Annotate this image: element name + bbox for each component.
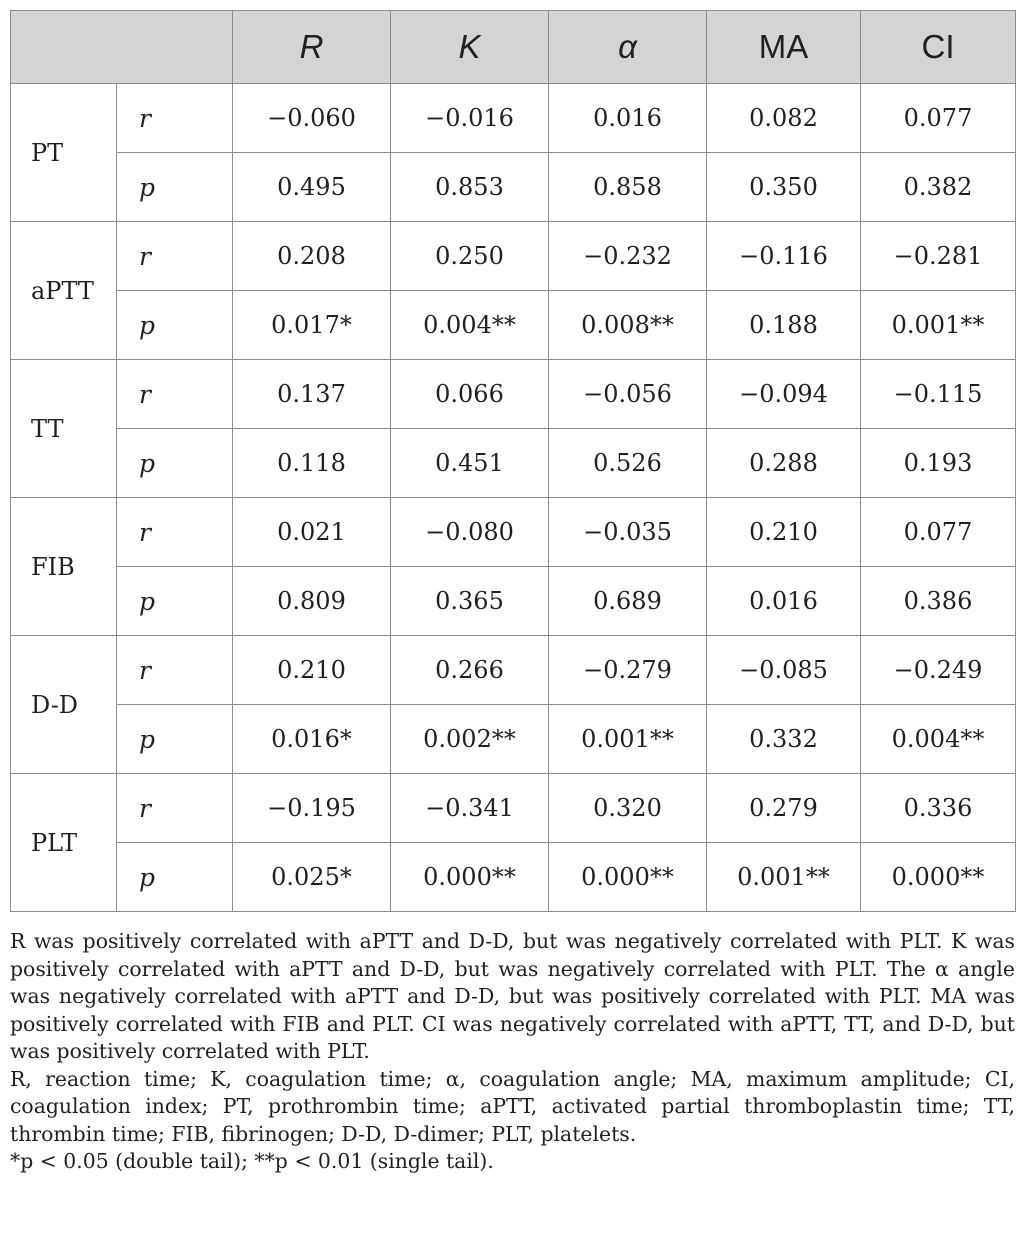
table-cell: 0.526 — [549, 429, 707, 498]
table-cell: 0.350 — [707, 153, 861, 222]
table-cell: 0.001** — [549, 705, 707, 774]
table-cell: 0.208 — [233, 222, 391, 291]
stat-label: p — [117, 567, 233, 636]
table-body — [11, 84, 1016, 912]
table-cell: 0.016 — [549, 84, 707, 153]
table-cell: 0.279 — [707, 774, 861, 843]
row-group-label: FIB — [11, 498, 117, 636]
table-cell: 0.016* — [233, 705, 391, 774]
row-group-label: D-D — [11, 636, 117, 774]
table-cell: 0.809 — [233, 567, 391, 636]
table-cell: 0.004** — [861, 705, 1016, 774]
stat-label: r — [117, 498, 233, 567]
table-cell: −0.085 — [707, 636, 861, 705]
table-cell: 0.000** — [391, 843, 549, 912]
table-cell: 0.250 — [391, 222, 549, 291]
table-cell: 0.000** — [861, 843, 1016, 912]
table-cell: 0.332 — [707, 705, 861, 774]
stat-label: p — [117, 429, 233, 498]
stat-label: r — [117, 222, 233, 291]
table-cell: 0.000** — [549, 843, 707, 912]
correlation-table — [10, 10, 1016, 912]
table-cell: 0.386 — [861, 567, 1016, 636]
table-cell: −0.056 — [549, 360, 707, 429]
footnote-abbreviations: R, reaction time; K, coagulation time; α, coagulation angle; MA, maximum amplitude; CI, coagulation index; PT, prothrombin time; aPTT, activated partial thromboplastin time; TT, thrombin time; FIB, fibrinogen; D-D, D-dimer; PLT, platelets. — [10, 1066, 1015, 1146]
header-r: R — [233, 11, 391, 84]
table-cell: −0.094 — [707, 360, 861, 429]
stat-label: r — [117, 360, 233, 429]
header-ma: MA — [707, 11, 861, 84]
table-cell: −0.080 — [391, 498, 549, 567]
table-row — [11, 843, 1016, 912]
table-cell: −0.195 — [233, 774, 391, 843]
table-cell: 0.001** — [707, 843, 861, 912]
table-cell: 0.008** — [549, 291, 707, 360]
table-cell: 0.266 — [391, 636, 549, 705]
table-cell: 0.858 — [549, 153, 707, 222]
table-cell: −0.341 — [391, 774, 549, 843]
table-footnotes — [10, 928, 1015, 1176]
table-cell: 0.017* — [233, 291, 391, 360]
table-cell: 0.193 — [861, 429, 1016, 498]
header-alpha: α — [549, 11, 707, 84]
table-row — [11, 84, 1016, 153]
table-row — [11, 498, 1016, 567]
footnote-summary: R was positively correlated with aPTT and D-D, but was negatively correlated with PLT. K was positively correlated with aPTT and D-D, but was negatively correlated with PLT. The α angle was negatively correlated with aPTT and D-D, but was positively correlated with PLT. MA was positively correlated with FIB and PLT. CI was negatively correlated with aPTT, TT, and D-D, but was positively correlated with PLT. — [10, 929, 1015, 1063]
stat-label: p — [117, 291, 233, 360]
table-cell: 0.077 — [861, 498, 1016, 567]
table-cell: −0.249 — [861, 636, 1016, 705]
stat-label: r — [117, 774, 233, 843]
footnote-significance: *p < 0.05 (double tail); **p < 0.01 (single tail). — [10, 1149, 494, 1173]
table-cell: 0.016 — [707, 567, 861, 636]
table-cell: −0.116 — [707, 222, 861, 291]
table-cell: 0.002** — [391, 705, 549, 774]
row-group-label: TT — [11, 360, 117, 498]
table-row — [11, 222, 1016, 291]
table-cell: 0.853 — [391, 153, 549, 222]
table-cell: 0.689 — [549, 567, 707, 636]
table-cell: 0.066 — [391, 360, 549, 429]
row-group-label: aPTT — [11, 222, 117, 360]
table-cell: −0.279 — [549, 636, 707, 705]
table-cell: 0.288 — [707, 429, 861, 498]
table-row — [11, 705, 1016, 774]
table-cell: 0.320 — [549, 774, 707, 843]
correlation-table-container — [10, 10, 1015, 912]
row-group-label: PT — [11, 84, 117, 222]
table-row — [11, 429, 1016, 498]
table-cell: 0.336 — [861, 774, 1016, 843]
table-cell: 0.451 — [391, 429, 549, 498]
table-row — [11, 360, 1016, 429]
header-row — [11, 11, 1016, 84]
table-cell: 0.210 — [707, 498, 861, 567]
header-k: K — [391, 11, 549, 84]
table-cell: 0.188 — [707, 291, 861, 360]
table-cell: 0.137 — [233, 360, 391, 429]
table-row — [11, 567, 1016, 636]
table-cell: 0.001** — [861, 291, 1016, 360]
table-cell: 0.025* — [233, 843, 391, 912]
table-row — [11, 636, 1016, 705]
table-cell: 0.495 — [233, 153, 391, 222]
table-cell: 0.210 — [233, 636, 391, 705]
stat-label: p — [117, 153, 233, 222]
stat-label: p — [117, 705, 233, 774]
table-row — [11, 774, 1016, 843]
table-cell: 0.077 — [861, 84, 1016, 153]
table-cell: 0.365 — [391, 567, 549, 636]
table-cell: 0.004** — [391, 291, 549, 360]
stat-label: p — [117, 843, 233, 912]
table-cell: −0.035 — [549, 498, 707, 567]
table-cell: 0.118 — [233, 429, 391, 498]
table-cell: 0.021 — [233, 498, 391, 567]
table-cell: −0.016 — [391, 84, 549, 153]
table-row — [11, 291, 1016, 360]
table-cell: 0.082 — [707, 84, 861, 153]
table-cell: −0.060 — [233, 84, 391, 153]
row-group-label: PLT — [11, 774, 117, 912]
table-cell: 0.382 — [861, 153, 1016, 222]
header-ci: CI — [861, 11, 1016, 84]
table-cell: −0.232 — [549, 222, 707, 291]
table-cell: −0.281 — [861, 222, 1016, 291]
table-cell: −0.115 — [861, 360, 1016, 429]
stat-label: r — [117, 84, 233, 153]
table-row — [11, 153, 1016, 222]
stat-label: r — [117, 636, 233, 705]
header-corner — [11, 11, 233, 84]
